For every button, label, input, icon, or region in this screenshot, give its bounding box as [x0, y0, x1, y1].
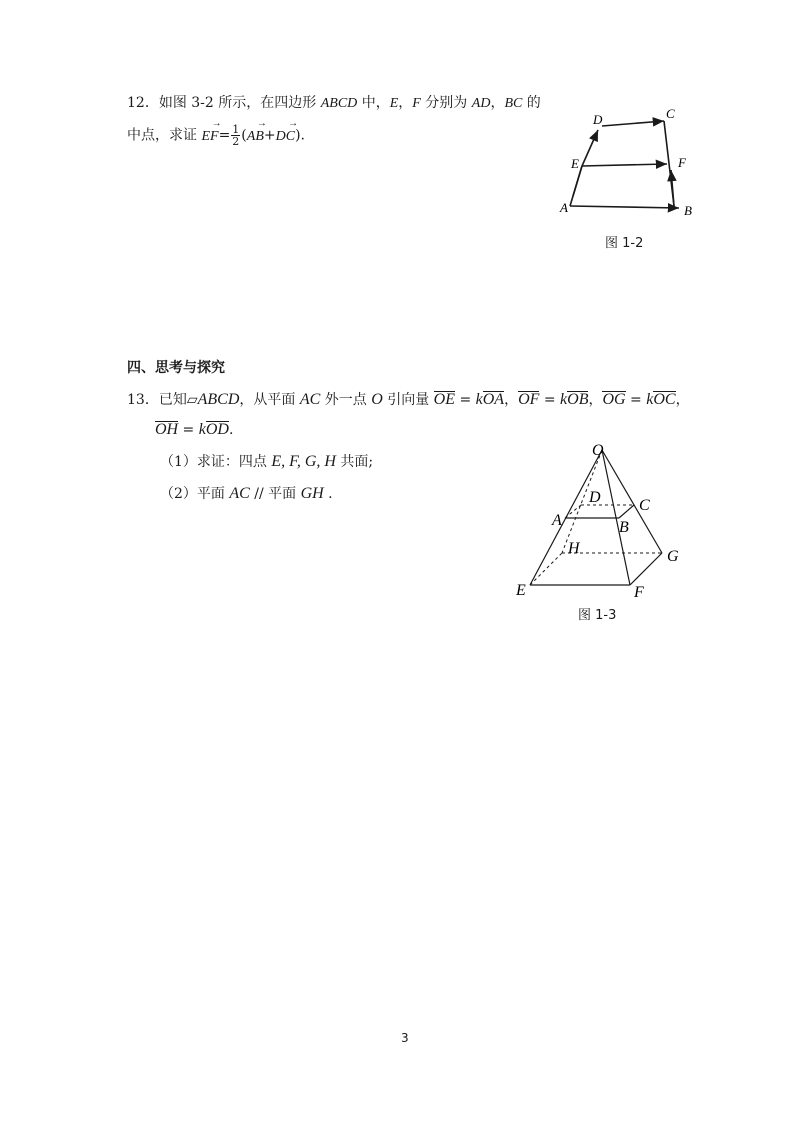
- text-segment: =: [625, 392, 647, 408]
- text-segment: 分别为: [420, 95, 472, 111]
- text-segment: 中，: [357, 95, 390, 111]
- label-o: O: [592, 442, 604, 459]
- problem-12-line-2: [127, 124, 305, 147]
- problem-12-line-1: [127, 92, 541, 112]
- label-a: A: [552, 512, 562, 529]
- problem-13-part-1: [160, 451, 373, 471]
- label-c: C: [639, 497, 650, 514]
- text-segment: 外一点: [320, 392, 372, 408]
- text-segment: 中点，求证: [127, 127, 202, 144]
- text-segment: 12．如图 3-2 所示，在四边形: [127, 95, 321, 111]
- scalar-k: k: [560, 391, 568, 408]
- scalar-k: k: [646, 391, 654, 408]
- plane-ac: AC: [229, 485, 250, 502]
- text-segment: ，: [675, 392, 690, 408]
- label-e: E: [571, 156, 579, 171]
- fraction-denominator: 2: [232, 135, 240, 148]
- vector-od: OD: [205, 421, 229, 438]
- text-segment: =: [178, 422, 199, 438]
- point-f: F: [412, 96, 421, 111]
- plane-gh: GH: [300, 485, 324, 502]
- label-b: B: [619, 519, 629, 536]
- label-d: D: [589, 489, 601, 506]
- vector-og: OG: [602, 391, 626, 408]
- text-segment: .: [323, 486, 333, 502]
- text-segment: +: [263, 127, 276, 144]
- figure-1-3-pyramid: [505, 435, 705, 605]
- text-segment: ，: [504, 392, 519, 408]
- text-segment: =: [539, 392, 561, 408]
- point-e: E: [389, 96, 399, 111]
- fraction-one-half: [231, 124, 240, 147]
- scalar-k: k: [475, 391, 483, 408]
- edge-fg: [630, 553, 662, 585]
- label-h: H: [568, 540, 580, 557]
- quad-name: ABCD: [320, 96, 358, 111]
- vector-ob: OB: [567, 391, 589, 408]
- text-segment: ，: [398, 95, 413, 111]
- label-g: G: [667, 548, 679, 565]
- point-o: O: [371, 391, 383, 408]
- text-segment: (: [241, 127, 247, 144]
- text-segment: 的: [522, 95, 541, 111]
- label-c: C: [666, 106, 675, 121]
- edge-dc: [602, 121, 664, 126]
- edge-bc: [619, 505, 634, 518]
- page-number: 3: [401, 1031, 409, 1045]
- label-f: F: [678, 155, 686, 170]
- vector-oc: OC: [653, 391, 676, 408]
- edge-ed: [582, 130, 598, 166]
- parallelogram-symbol: ▱: [186, 392, 198, 408]
- label-b: B: [684, 203, 692, 218]
- vector-of: OF: [518, 391, 540, 408]
- problem-13-line-1: [127, 389, 690, 409]
- text-segment: 共面;: [335, 454, 374, 470]
- text-segment: .: [228, 422, 234, 438]
- edge-og: [602, 450, 662, 553]
- text-segment: =: [218, 127, 231, 144]
- text-segment: ，: [490, 95, 505, 111]
- text-segment: ，: [588, 392, 603, 408]
- problem-13-line-2: [155, 421, 233, 439]
- text-segment: ).: [295, 127, 305, 144]
- figure-1-3-caption: 图 1-3: [578, 608, 617, 623]
- vector-dc: DC →: [276, 129, 295, 145]
- plane-ac: AC: [299, 391, 321, 408]
- text-segment: （2）平面: [160, 486, 230, 502]
- vector-oa: OA: [482, 391, 505, 408]
- text-segment: （1）求证：四点: [160, 454, 272, 470]
- vector-ef-line: [582, 164, 667, 166]
- segment-ad: AD: [471, 96, 491, 111]
- vector-ef: EF →: [201, 129, 218, 145]
- segment-bc: BC: [504, 96, 523, 111]
- fraction-numerator: 1: [232, 123, 240, 136]
- vector-oh: OH: [155, 421, 179, 438]
- section-4-title: 四、思考与探究: [127, 360, 225, 376]
- text-segment: =: [455, 392, 476, 408]
- points-efgh: E, F, G, H: [271, 453, 336, 470]
- figure-1-2-quadrilateral: [545, 100, 715, 250]
- text-segment: // 平面: [249, 486, 301, 502]
- figure-1-2-caption: 图 1-2: [605, 236, 644, 251]
- scalar-k: k: [198, 421, 206, 438]
- edge-ab: [570, 206, 679, 208]
- text-segment: 13．已知: [127, 392, 187, 408]
- problem-13-part-2: [160, 483, 333, 503]
- label-f: F: [634, 584, 644, 601]
- edge-eh-hidden: [530, 553, 562, 585]
- quad-name: ABCD: [197, 391, 240, 408]
- label-e: E: [516, 582, 526, 599]
- vector-oe: OE: [433, 391, 455, 408]
- text-segment: 引向量: [382, 392, 434, 408]
- text-segment: ，从平面: [239, 392, 300, 408]
- label-d: D: [593, 112, 603, 127]
- label-a: A: [560, 200, 568, 215]
- vector-ab: AB →: [247, 129, 264, 145]
